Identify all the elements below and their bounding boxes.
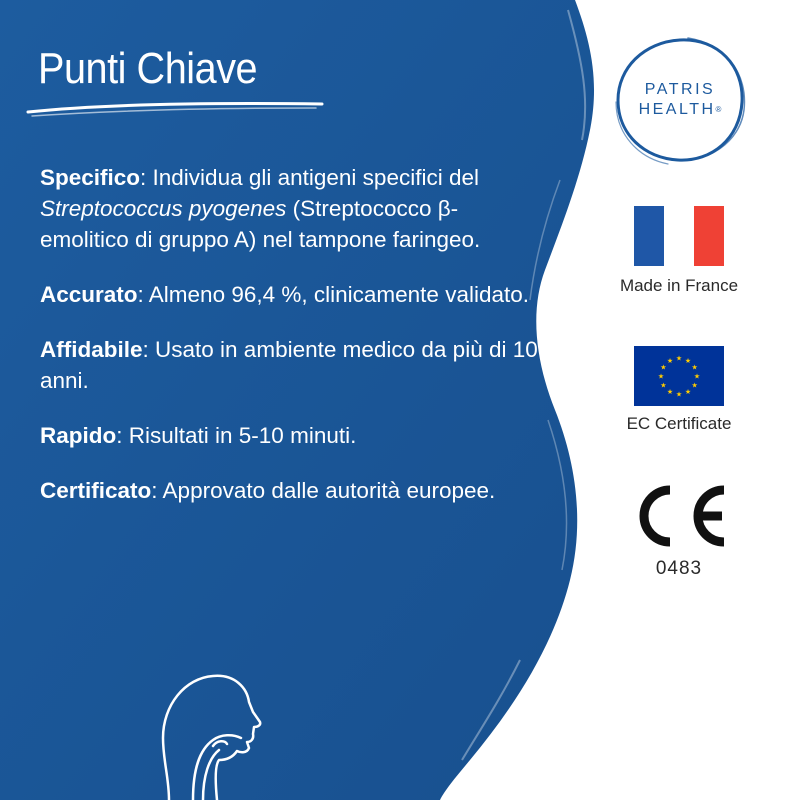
ec-certificate-caption: EC Certificate [626, 414, 732, 433]
notified-body-number: 0483 [655, 558, 703, 579]
eu-star-icon: ★ [693, 373, 701, 381]
eu-star-icon: ★ [691, 364, 698, 372]
eu-star-icon: ★ [666, 389, 674, 397]
eu-star-icon: ★ [660, 364, 667, 372]
eu-star-icon: ★ [684, 389, 692, 397]
eu-star-icon: ★ [660, 382, 667, 390]
eu-star-icon: ★ [684, 357, 692, 365]
france-flag-icon [634, 206, 724, 266]
key-point-label: Specifico [40, 165, 141, 190]
patris-health-wordmark: PATRIS HEALTH® [638, 81, 722, 118]
eu-star-icon: ★ [691, 382, 698, 390]
key-point-label: Accurato [40, 282, 138, 307]
title-brush-underline [26, 96, 326, 122]
eu-star-icon: ★ [666, 357, 674, 365]
page-title: Punti Chiave [38, 44, 258, 93]
key-point-label: Rapido [40, 423, 117, 448]
key-point-label: Affidabile [40, 337, 143, 362]
made-in-france-caption: Made in France [619, 276, 739, 295]
key-point: Accurato: Almeno 96,4 %, clinicamente validato. [40, 282, 529, 307]
key-point-species: Streptococcus pyogenes [40, 196, 287, 221]
key-point: Affidabile: Usato in ambiente medico da più di 10 anni. [40, 337, 538, 393]
eu-star-icon: ★ [675, 391, 683, 399]
key-point: Specifico: Individua gli antigeni specifici del Streptococcus pyogenes (Streptococco β-emolitico di gruppo A) nel tampone faringeo. [40, 165, 481, 252]
key-points-list [40, 162, 540, 530]
throat-head-icon [155, 650, 265, 800]
key-point: Rapido: Risultati in 5-10 minuti. [40, 423, 357, 448]
eu-star-icon: ★ [657, 373, 665, 381]
ce-mark-icon [626, 484, 730, 548]
eu-flag-icon [634, 346, 724, 406]
eu-star-icon: ★ [675, 355, 683, 363]
key-point: Certificato: Approvato dalle autorità europee. [40, 478, 496, 503]
key-point-label: Certificato [40, 478, 152, 503]
